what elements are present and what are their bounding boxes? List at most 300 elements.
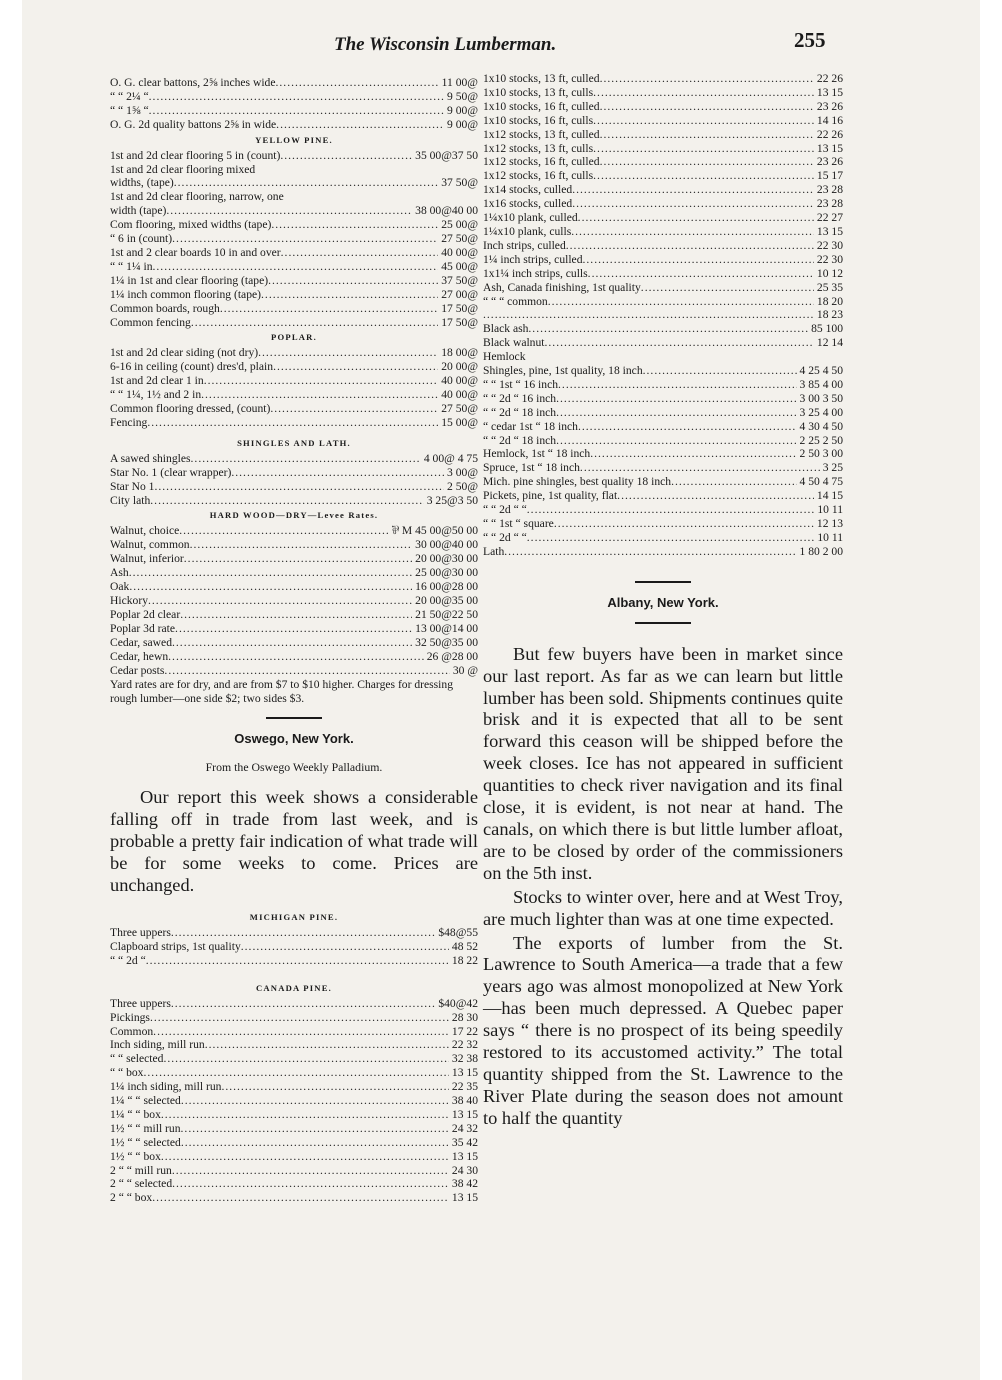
leader-dots: [149, 90, 444, 104]
price-item-value: 10 12: [816, 266, 843, 280]
price-row: [483, 378, 843, 392]
price-item-label: Hickory: [110, 594, 148, 607]
price-row: [110, 552, 478, 566]
price-item-label: 1¼x10 plank, culled: [483, 211, 578, 225]
price-row: [483, 225, 843, 239]
price-row: [110, 1122, 478, 1136]
price-row: [110, 246, 478, 260]
price-row: [483, 239, 843, 253]
price-row: [110, 1080, 478, 1094]
price-item-value: 9 50@: [447, 89, 478, 103]
price-item-value: 9 00@: [447, 117, 478, 131]
leader-dots: [671, 475, 796, 489]
leader-dots: [281, 246, 439, 260]
leader-dots: [171, 997, 435, 1011]
leader-dots: [150, 494, 423, 508]
oswego-title: Oswego, New York.: [234, 731, 354, 747]
price-item-label: Clapboard strips, 1st quality: [110, 939, 241, 953]
price-row: [483, 281, 843, 295]
price-item-label: Walnut, choice: [110, 524, 180, 538]
price-item-label: 1st and 2d clear siding (not dry): [110, 346, 259, 360]
leader-dots: [558, 378, 797, 392]
price-item-label: Spruce, 1st “ 18 inch: [483, 461, 580, 475]
leader-dots: [548, 295, 814, 309]
price-item-label: Lath: [483, 544, 505, 558]
price-item-value: 13 15: [451, 1066, 478, 1080]
price-row: [110, 1177, 478, 1191]
price-row: [483, 86, 843, 100]
price-row: [110, 452, 478, 466]
price-row: [483, 447, 843, 461]
price-item-label: Star No. 1 (clear wrapper): [110, 465, 232, 479]
price-item-label: “ “ 1st “ 16 inch: [483, 377, 559, 391]
price-row: [483, 364, 843, 378]
price-item-value: 10 11: [817, 503, 843, 517]
price-row: [483, 211, 843, 225]
price-row: [483, 295, 843, 309]
price-item-value: 16 00@28 00: [415, 580, 478, 594]
price-row: [110, 594, 478, 608]
price-item-value: 32 50@35 00: [415, 635, 478, 649]
price-row: [110, 1136, 478, 1150]
price-row: [483, 197, 843, 211]
price-row: [110, 302, 478, 316]
leader-dots: [593, 114, 814, 128]
price-item-value: 13 15: [816, 224, 843, 238]
price-item-value: 30 @: [452, 663, 478, 677]
leader-dots: [566, 239, 814, 253]
price-row: [483, 253, 843, 267]
leader-dots: [572, 183, 814, 197]
price-item-value: 35 00@37 50: [415, 148, 478, 162]
poplar-heading: POPLAR.: [271, 332, 317, 343]
leader-dots: [146, 954, 449, 968]
price-row: [110, 118, 478, 132]
price-row: [110, 1052, 478, 1066]
price-item-label: 1x10 stocks, 13 ft, culled: [483, 72, 600, 85]
leader-dots: [588, 267, 814, 281]
price-row: [110, 232, 478, 246]
price-item-value: 22 27: [816, 211, 843, 225]
price-item-label: Shingles, pine, 1st quality, 18 inch: [483, 364, 643, 378]
price-row: [483, 142, 843, 156]
price-item-label: Fencing: [110, 415, 148, 429]
price-item-value: 4 50 4 75: [799, 475, 843, 489]
price-item-label: 1st and 2d clear flooring 5 in (count): [110, 148, 281, 162]
albany-title: Albany, New York.: [607, 594, 719, 610]
hardwood-heading: HARD WOOD—DRY—Levee Rates.: [209, 510, 379, 521]
price-row: [110, 374, 478, 388]
price-item-label: 2 “ “ mill run: [110, 1163, 172, 1177]
leader-dots: [600, 155, 814, 169]
price-item-value: 22 35: [451, 1080, 478, 1094]
price-item-value: 10 11: [817, 530, 843, 544]
price-row: [110, 90, 478, 104]
price-item-label: Common fencing: [110, 315, 191, 329]
price-item-value: 2 50@: [447, 479, 478, 493]
price-item-label: Oak: [110, 580, 130, 594]
leader-dots: [572, 197, 814, 211]
price-item-value: 27 50@: [441, 232, 478, 246]
price-row: [110, 622, 478, 636]
price-item-label: Cedar, sawed: [110, 635, 172, 649]
leader-dots: [166, 204, 412, 218]
newspaper-page: [22, 0, 980, 1380]
price-item-label: 1x10 stocks, 16 ft, culled: [483, 99, 600, 113]
price-item-value: 13 15: [816, 141, 843, 155]
price-item-label: 1¼x10 plank, culls: [483, 224, 572, 238]
left-column: [110, 76, 478, 1205]
price-row: [110, 346, 478, 360]
price-row: [483, 503, 843, 517]
price-item-label: 1st and 2 clear boards 10 in and over: [110, 245, 281, 259]
canada-pine-price-list: [110, 997, 478, 1206]
price-item-label: Common: [110, 1024, 154, 1038]
hardwood-price-list: [110, 524, 478, 677]
price-row: [110, 388, 478, 402]
price-item-label: “ “ 2d “ “: [483, 503, 527, 517]
leader-dots: [147, 416, 438, 430]
leader-dots: [554, 517, 814, 531]
leader-dots: [590, 447, 796, 461]
price-row: [110, 1150, 478, 1164]
price-item-value: 24 32: [451, 1121, 478, 1135]
price-item-value: 22 30: [816, 252, 843, 266]
leader-dots: [545, 336, 814, 350]
price-row: [110, 360, 478, 374]
price-item-value: 2 25 2 50: [799, 433, 843, 447]
stocks-price-list: [483, 72, 843, 559]
price-item-label: 1st and 2d clear flooring, narrow, one: [110, 190, 284, 204]
price-item-value: 15 17: [816, 169, 843, 183]
price-item-value: 40 00@: [441, 245, 478, 259]
price-row: [483, 420, 843, 434]
price-item-label: “ “ 1¼, 1½ and 2 in: [110, 388, 202, 402]
price-item-label: Black walnut: [483, 336, 545, 350]
leader-dots: [261, 288, 438, 302]
price-item-label: Inch strips, culled: [483, 238, 566, 252]
price-item-value: ⅌ M 45 00@50 00: [391, 524, 478, 538]
price-item-value: 25 00@30 00: [415, 566, 478, 580]
price-item-value: 4 30 4 50: [799, 419, 843, 433]
leader-dots: [172, 636, 412, 650]
price-item-label: width (tape): [110, 204, 167, 218]
leader-dots: [528, 322, 808, 336]
price-item-value: 3 25: [822, 461, 843, 475]
price-row: [483, 531, 843, 545]
price-row: [483, 322, 843, 336]
price-item-value: 45 00@: [441, 259, 478, 273]
price-item-label: 1½ “ “ box: [110, 1149, 161, 1163]
michigan-pine-heading: MICHIGAN PINE.: [249, 911, 339, 922]
price-row: [110, 274, 478, 288]
price-row: [110, 538, 478, 552]
price-item-value: 20 00@35 00: [415, 594, 478, 607]
leader-dots: [580, 461, 820, 475]
price-row: [483, 155, 843, 169]
price-item-label: 1st and 2d clear flooring mixed: [110, 162, 256, 176]
shingles-price-list: [110, 452, 478, 508]
price-item-label: 1st and 2d clear 1 in: [110, 374, 204, 388]
price-item-label: 1¼ inch common flooring (tape): [110, 287, 262, 301]
price-row: [110, 163, 478, 177]
price-item-label: A sawed shingles: [110, 451, 191, 465]
price-item-label: 1½ “ “ mill run: [110, 1121, 181, 1135]
price-row: [110, 1191, 478, 1205]
price-item-label: Hemlock: [483, 350, 526, 364]
leader-dots: [578, 420, 797, 434]
price-item-label: Walnut, common: [110, 538, 190, 552]
albany-paragraph-1: But few buyers have been in market since our last report. As far as we can learn but little lumber has been sold. Shipments continues quite brisk and it is expected that all to be sent forward this ceason will be shipped before the week closes. Ice has not appeared in sufficient quantities to check river navigation and its final close, it is evident, is not near at hand. The canals, on which there is but little lumber afloat, are to be closed by order of the commissioners on the 5th inst.: [483, 643, 843, 883]
price-item-label: Common flooring dressed, (count): [110, 402, 271, 416]
price-item-value: 15 00@: [441, 415, 478, 429]
price-item-value: 24 30: [451, 1163, 478, 1177]
leader-dots: [593, 169, 814, 183]
price-item-value: 40 00@: [441, 374, 478, 388]
leader-dots: [220, 302, 438, 316]
price-item-value: 12 13: [816, 517, 843, 530]
price-item-value: 23 26: [816, 99, 843, 113]
oswego-report-text: Our report this week shows a considerable falling off in trade from last week, and is probable a pretty fair indication of what trade will be for some weeks to come. Prices are unchanged.: [110, 787, 478, 896]
price-item-label: O. G. clear battons, 2⅝ inches wide: [110, 76, 276, 89]
price-item-label: “ “ 2d “ 18 inch: [483, 405, 557, 419]
leader-dots: [161, 1108, 449, 1122]
price-item-label: Ash, Canada finishing, 1st quality: [483, 280, 641, 294]
price-item-value: 20 00@30 00: [415, 552, 478, 566]
leader-dots: [164, 664, 449, 678]
price-item-value: 13 15: [816, 85, 843, 99]
price-row: [110, 1094, 478, 1108]
price-row: [110, 524, 478, 538]
leader-dots: [184, 552, 412, 566]
leader-dots: [221, 1080, 448, 1094]
oswego-source: From the Oswego Weekly Palladium.: [205, 760, 383, 775]
price-item-value: 18 00@: [441, 346, 478, 360]
canada-pine-heading: CANADA PINE.: [256, 982, 332, 993]
price-item-label: Ash: [110, 566, 129, 580]
section-divider: [635, 581, 691, 583]
price-item-value: 85 100: [811, 322, 843, 336]
price-row: [110, 402, 478, 416]
price-item-value: 32 38: [451, 1052, 478, 1066]
price-row: [483, 545, 843, 559]
price-row: [110, 1164, 478, 1178]
leader-dots: [191, 316, 438, 330]
price-item-value: 27 50@: [441, 402, 478, 416]
price-item-value: 18 23: [816, 308, 843, 322]
price-item-value: 30 00@40 00: [415, 538, 478, 552]
price-row: [110, 1025, 478, 1039]
price-row: [483, 128, 843, 142]
leader-dots: [148, 594, 412, 608]
price-row: [483, 267, 843, 281]
price-item-value: 14 16: [816, 113, 843, 127]
leader-dots: [280, 149, 412, 163]
price-item-value: 23 28: [816, 183, 843, 197]
price-item-label: “ “ selected: [110, 1052, 164, 1066]
price-row: [483, 114, 843, 128]
leader-dots: [583, 253, 814, 267]
leader-dots: [172, 1177, 449, 1191]
leader-dots: [154, 480, 444, 494]
price-item-label: 2 “ “ selected: [110, 1177, 173, 1191]
price-row: [110, 954, 478, 968]
price-item-label: “ “ 1⅝ “: [110, 103, 149, 117]
leader-dots: [258, 346, 438, 360]
price-item-value: 17 50@: [441, 301, 478, 315]
leader-dots: [190, 538, 413, 552]
price-item-value: 38 40: [451, 1094, 478, 1108]
leader-dots: [527, 503, 815, 517]
price-item-label: Black ash: [483, 322, 529, 336]
price-item-value: 12 14: [816, 336, 843, 350]
leader-dots: [617, 489, 814, 503]
price-row: [110, 316, 478, 330]
price-row: [110, 636, 478, 650]
leader-dots: [483, 308, 814, 322]
leader-dots: [276, 76, 439, 90]
price-item-label: 1x10 stocks, 16 ft, culls: [483, 113, 594, 127]
price-row: [110, 940, 478, 954]
albany-paragraph-2: Stocks to winter over, here and at West Troy, are much lighter than was at one time expected.: [483, 886, 843, 929]
price-item-value: 26 @28 00: [426, 649, 478, 663]
section-divider: [266, 717, 322, 719]
price-item-label: 1¼ inch strips, culled: [483, 252, 583, 266]
leader-dots: [276, 118, 444, 132]
price-item-value: 25 35: [816, 280, 843, 294]
price-item-value: 3 00@: [447, 465, 478, 479]
price-item-label: “ “ 2d “ 18 inch: [483, 433, 557, 447]
leader-dots: [643, 364, 797, 378]
price-item-label: “ 6 in (count): [110, 232, 173, 246]
price-item-label: widths, (tape): [110, 176, 174, 190]
price-item-value: 13 00@14 00: [415, 621, 478, 635]
price-item-value: 22 26: [816, 127, 843, 141]
price-item-label: “ “ “ common: [483, 294, 548, 308]
price-item-label: O. G. 2d quality battons 2⅝ in wide: [110, 117, 277, 131]
price-item-label: 2 “ “ box: [110, 1191, 153, 1205]
price-row: [110, 218, 478, 232]
price-item-label: 1¼ “ “ selected: [110, 1094, 181, 1108]
price-row: [110, 926, 478, 940]
price-item-label: 1x14 stocks, culled: [483, 183, 573, 197]
price-item-value: 37 50@: [441, 176, 478, 190]
price-row: [483, 434, 843, 448]
leader-dots: [527, 531, 815, 545]
price-item-value: 27 00@: [441, 287, 478, 301]
leader-dots: [153, 260, 439, 274]
price-item-value: 3 25 4 00: [799, 405, 843, 419]
price-item-label: Com flooring, mixed widths (tape): [110, 218, 272, 232]
price-row: [110, 1066, 478, 1080]
leader-dots: [191, 452, 421, 466]
price-row: [110, 608, 478, 622]
leader-dots: [181, 1122, 449, 1136]
price-row: [110, 580, 478, 594]
price-item-value: 40 00@: [441, 388, 478, 402]
price-item-value: 35 42: [451, 1135, 478, 1149]
price-row: [110, 1038, 478, 1052]
price-item-label: 1x10 stocks, 13 ft, culls: [483, 85, 594, 99]
price-item-label: 1x12 stocks, 16 ft, culled: [483, 155, 600, 169]
price-item-label: Poplar 2d clear: [110, 607, 181, 621]
price-item-value: 17 22: [451, 1024, 478, 1038]
leader-dots: [273, 360, 438, 374]
price-row: [483, 461, 843, 475]
leader-dots: [168, 650, 424, 664]
price-row: [483, 100, 843, 114]
leader-dots: [268, 274, 438, 288]
price-item-label: Three uppers: [110, 925, 171, 939]
price-row: [483, 183, 843, 197]
price-item-value: 23 28: [816, 197, 843, 211]
price-item-value: 22 32: [451, 1038, 478, 1052]
leader-dots: [149, 104, 444, 118]
top-price-list: [110, 76, 478, 132]
price-item-value: 18 22: [451, 953, 478, 967]
leader-dots: [153, 1025, 449, 1039]
price-item-value: 2 50 3 00: [799, 447, 843, 461]
price-row: [110, 1108, 478, 1122]
price-row: [483, 406, 843, 420]
price-item-label: Pickets, pine, 1st quality, flat: [483, 489, 618, 503]
leader-dots: [504, 545, 796, 559]
price-item-value: 9 00@: [447, 103, 478, 117]
leader-dots: [641, 281, 814, 295]
price-row: [110, 204, 478, 218]
price-item-label: 1x12 stocks, 13 ft, culls: [483, 141, 594, 155]
price-item-value: 4 00@ 4 75: [423, 451, 478, 465]
price-row: [110, 1011, 478, 1025]
price-row: [110, 566, 478, 580]
price-item-label: Common boards, rough: [110, 301, 220, 315]
price-row: [110, 664, 478, 678]
shingles-heading: SHINGLES AND LATH.: [237, 437, 351, 448]
leader-dots: [143, 1066, 448, 1080]
price-item-value: 4 25 4 50: [799, 364, 843, 378]
section-divider: [635, 622, 691, 624]
leader-dots: [180, 608, 412, 622]
price-item-label: Hemlock, 1st “ 18 inch: [483, 447, 591, 461]
right-column: [483, 72, 843, 1130]
leader-dots: [163, 1052, 448, 1066]
leader-dots: [172, 232, 438, 246]
leader-dots: [161, 1150, 449, 1164]
price-row: [483, 308, 843, 322]
price-item-label: “ “ 2d “: [110, 953, 146, 967]
price-item-label: “ cedar 1st “ 18 inch: [483, 419, 578, 433]
price-item-value: 20 00@: [441, 360, 478, 374]
leader-dots: [129, 580, 412, 594]
price-row: [110, 650, 478, 664]
price-row: [483, 489, 843, 503]
leader-dots: [205, 1038, 449, 1052]
price-item-label: City lath: [110, 493, 151, 507]
price-item-value: 17 50@: [441, 315, 478, 329]
price-row: [110, 190, 478, 204]
price-item-value: 13 15: [451, 1149, 478, 1163]
price-item-value: 37 50@: [441, 273, 478, 287]
price-item-value: 48 52: [451, 939, 478, 953]
price-item-label: “ “ 2d “ 16 inch: [483, 391, 557, 405]
leader-dots: [600, 72, 814, 86]
price-row: [110, 149, 478, 163]
price-item-value: 14 15: [816, 489, 843, 503]
leader-dots: [556, 434, 796, 448]
leader-dots: [241, 940, 449, 954]
price-item-label: Cedar, hewn: [110, 649, 169, 663]
poplar-price-list: [110, 346, 478, 429]
